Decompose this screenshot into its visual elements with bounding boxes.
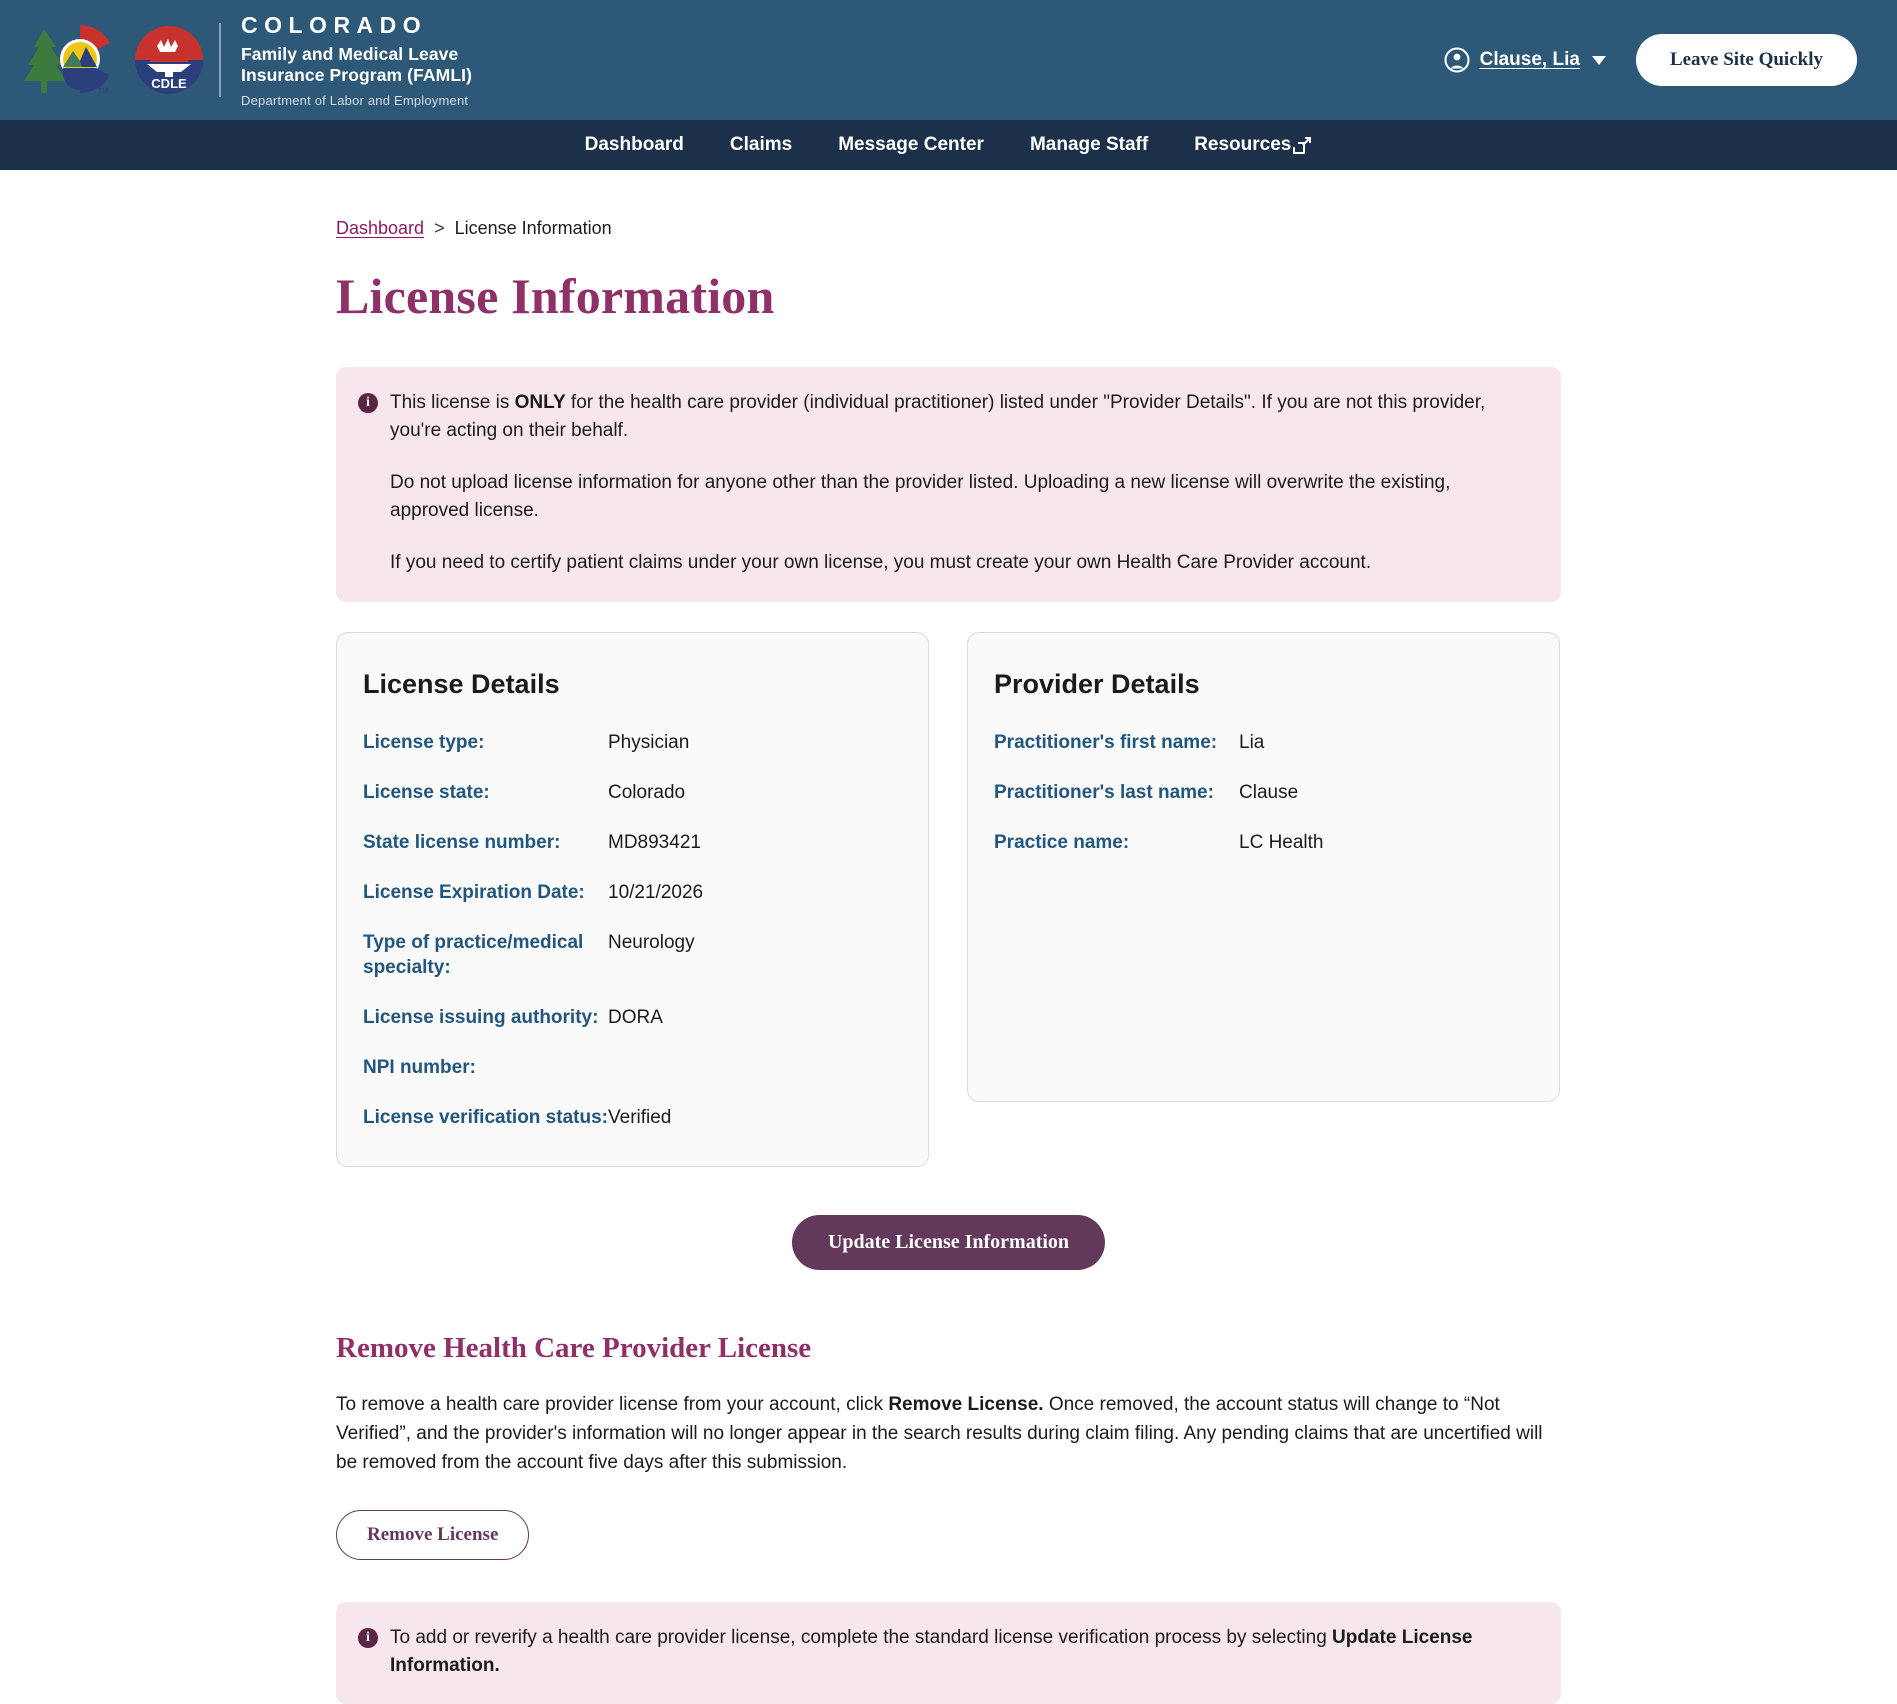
detail-value: Physician xyxy=(608,731,690,753)
user-menu[interactable] xyxy=(1444,47,1606,73)
nav-item-resources[interactable] xyxy=(1194,134,1312,156)
detail-value: Verified xyxy=(608,1107,672,1129)
nav-item-label: Resources xyxy=(1194,134,1292,155)
header-right xyxy=(1444,34,1857,86)
alert-body xyxy=(390,389,1533,578)
detail-row xyxy=(363,1005,900,1030)
detail-row xyxy=(994,830,1531,855)
detail-value: LC Health xyxy=(1239,831,1324,853)
detail-label: License type: xyxy=(363,731,485,753)
update-license-information-button[interactable]: Update License Information xyxy=(792,1215,1105,1270)
detail-row xyxy=(363,1105,900,1130)
detail-value: Colorado xyxy=(608,781,686,803)
detail-label: Practice name: xyxy=(994,831,1130,853)
detail-row xyxy=(994,780,1531,805)
license-details-card xyxy=(336,632,929,1168)
breadcrumb-separator: > xyxy=(434,218,445,238)
nav-item-claims[interactable] xyxy=(730,134,792,156)
brand-program-line2: Insurance Program (FAMLI) xyxy=(241,64,473,85)
page-title: License Information xyxy=(336,268,775,324)
alert-p1-pre: This license is xyxy=(390,392,515,413)
bottom-alert-paragraph xyxy=(390,1624,1533,1680)
detail-row xyxy=(363,830,900,855)
nav-item-message-center[interactable] xyxy=(838,134,984,156)
external-link-icon xyxy=(1295,137,1312,154)
detail-label: License issuing authority: xyxy=(363,1007,599,1029)
info-icon: i xyxy=(358,393,378,413)
remove-desc-pre: To remove a health care provider license from your account, click xyxy=(336,1394,889,1416)
page-content xyxy=(0,218,1897,1704)
leave-site-quickly-button[interactable]: Leave Site Quickly xyxy=(1636,34,1857,86)
provider-details-title: Provider Details xyxy=(994,668,1200,699)
alert-p1-post: for the health care provider (individual practitioner) listed under "Provider Details". If you are not this provider, you're acting on their behalf. xyxy=(390,392,1486,442)
cdle-logo-icon xyxy=(133,24,205,96)
remove-license-description xyxy=(336,1391,1561,1478)
detail-row xyxy=(363,730,900,755)
bottom-alert-body xyxy=(390,1624,1533,1680)
brand-divider xyxy=(219,23,221,97)
main-navigation xyxy=(0,120,1897,170)
chevron-down-icon xyxy=(1592,56,1606,65)
svg-text:TM: TM xyxy=(98,87,109,95)
user-name-label: Clause, Lia xyxy=(1479,49,1580,70)
detail-label: License verification status: xyxy=(363,1107,608,1129)
user-account-icon xyxy=(1444,47,1470,73)
detail-value: MD893421 xyxy=(608,831,701,853)
detail-label: License Expiration Date: xyxy=(363,881,585,903)
detail-value: DORA xyxy=(608,1007,663,1029)
bottom-alert-pre: To add or reverify a health care provider license, complete the standard license verification process by selecting xyxy=(390,1626,1333,1648)
breadcrumb-current: License Information xyxy=(454,218,612,238)
detail-label: Type of practice/medical specialty: xyxy=(363,931,584,978)
brand-state: COLORADO xyxy=(241,12,428,39)
nav-item-manage-staff[interactable] xyxy=(1030,134,1148,156)
detail-label: Practitioner's first name: xyxy=(994,731,1218,753)
alert-paragraph-2: Do not upload license information for anyone other than the provider listed. Uploading a new license will overwrite the existing, approved license. xyxy=(390,472,1451,522)
detail-row xyxy=(363,780,900,805)
detail-row xyxy=(363,1055,900,1080)
nav-item-label: Manage Staff xyxy=(1029,134,1149,155)
detail-row xyxy=(363,930,900,980)
update-button-wrapper xyxy=(336,1215,1561,1270)
info-icon: i xyxy=(358,1628,378,1648)
site-header xyxy=(0,0,1897,120)
detail-label: Practitioner's last name: xyxy=(994,781,1214,803)
logo-marks xyxy=(22,21,205,99)
detail-value: 10/21/2026 xyxy=(608,881,704,903)
alert-paragraph-3: If you need to certify patient claims under your own license, you must create your own Health Care Provider account. xyxy=(390,552,1372,574)
detail-value: Neurology xyxy=(608,931,695,953)
nav-item-label: Dashboard xyxy=(584,134,684,155)
brand-department: Department of Labor and Employment xyxy=(241,92,469,108)
provider-details-card xyxy=(967,632,1560,1102)
alert-p1-strong: ONLY xyxy=(514,392,566,413)
bottom-alert-strong: Update License Information. xyxy=(390,1626,1473,1676)
brand-program-line1: Family and Medical Leave xyxy=(241,44,459,65)
detail-label: State license number: xyxy=(363,831,561,853)
svg-text:CDLE: CDLE xyxy=(151,75,187,91)
breadcrumb-dashboard-link[interactable]: Dashboard xyxy=(336,218,425,238)
detail-label: NPI number: xyxy=(363,1057,476,1079)
colorado-logo-icon xyxy=(22,21,127,99)
license-scope-alert xyxy=(336,367,1561,602)
detail-value: Clause xyxy=(1239,781,1299,803)
nav-item-label: Claims xyxy=(729,134,793,155)
brand xyxy=(22,12,472,108)
alert-paragraph-1 xyxy=(390,389,1533,445)
breadcrumb xyxy=(336,218,1561,239)
nav-item-dashboard[interactable] xyxy=(585,134,684,156)
reverify-info-alert xyxy=(336,1602,1561,1704)
remove-desc-strong: Remove License. xyxy=(888,1394,1044,1416)
detail-label: License state: xyxy=(363,781,490,803)
remove-license-button[interactable]: Remove License xyxy=(336,1510,529,1560)
details-cards-row xyxy=(336,632,1561,1168)
license-details-title: License Details xyxy=(363,668,560,699)
remove-desc-post: Once removed, the account status will change to “Not Verified”, and the provider's information will no longer appear in the search results during claim filing. Any pending claims that are uncertified will be removed from the account five days after this submission. xyxy=(336,1394,1543,1473)
brand-text xyxy=(241,12,472,108)
detail-row xyxy=(994,730,1531,755)
nav-item-label: Message Center xyxy=(838,134,984,155)
remove-license-section-title: Remove Health Care Provider License xyxy=(336,1332,812,1365)
detail-row xyxy=(363,880,900,905)
detail-value: Lia xyxy=(1239,731,1265,753)
